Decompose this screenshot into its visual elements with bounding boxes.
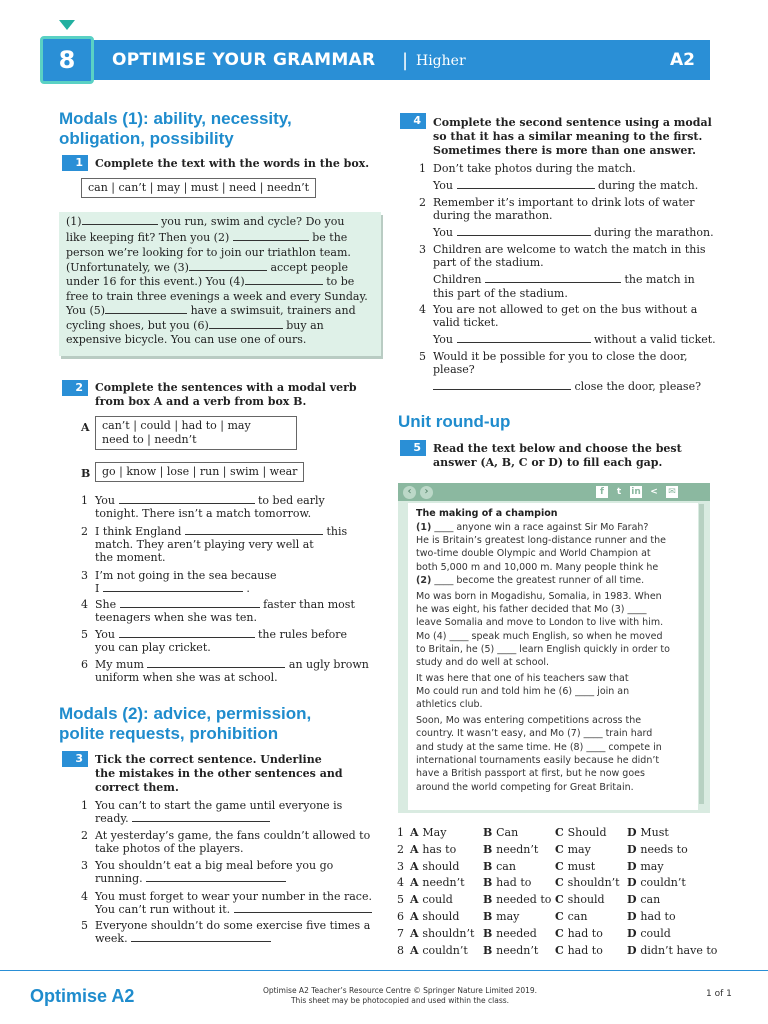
instruction-line: from box A and a verb from box B. xyxy=(95,395,307,408)
exercise-instruction: Complete the text with the words in the box. xyxy=(95,157,370,170)
answer-option-d[interactable] xyxy=(627,910,676,924)
answer-option-b[interactable] xyxy=(483,944,538,958)
option-text: may xyxy=(567,842,591,856)
option-letter: A xyxy=(410,893,423,907)
unit-marker-icon xyxy=(59,20,75,30)
article-line: Mo (4) ____ speak much English, so when he moved xyxy=(416,631,663,642)
answer-blank[interactable] xyxy=(131,932,271,942)
copyright-line: This sheet may be photocopied and used within the class. xyxy=(290,996,510,1005)
item-line: My mum an ugly brown xyxy=(95,658,369,671)
exercise-number: 5 xyxy=(400,440,426,456)
item-number: 3 xyxy=(81,859,88,872)
item-answer-line: Children the match in xyxy=(433,273,695,286)
item-line: Remember it’s important to drink lots of water xyxy=(433,196,695,209)
word-box-b: go | know | lose | run | swim | wear xyxy=(95,462,304,482)
answer-option-d[interactable] xyxy=(627,893,660,907)
option-letter: D xyxy=(627,926,641,940)
option-letter: B xyxy=(483,842,497,856)
box-label-b: B xyxy=(81,467,91,480)
option-letter: C xyxy=(555,943,568,957)
item-line: At yesterday’s game, the fans couldn’t allowed to xyxy=(95,829,371,842)
item-answer-line: You during the match. xyxy=(433,179,699,192)
item-line: You are not allowed to get on the bus without a xyxy=(433,303,698,316)
article-line: two-time double Olympic and World Champion at xyxy=(416,548,651,559)
article-line: around the world competing for Great Britain. xyxy=(416,782,634,793)
option-text: should xyxy=(422,910,460,923)
option-text: Must xyxy=(640,826,669,839)
answer-option-b[interactable] xyxy=(483,860,516,874)
option-letter: A xyxy=(410,826,423,839)
answer-option-d[interactable] xyxy=(627,860,664,874)
unit-number: 8 xyxy=(40,36,94,84)
option-text: had to xyxy=(567,943,603,957)
item-number: 5 xyxy=(419,350,426,363)
item-line: please? xyxy=(433,363,475,376)
item-line: valid ticket. xyxy=(433,316,499,329)
option-letter: C xyxy=(555,926,568,940)
item-number: 4 xyxy=(81,890,88,903)
item-line: I’m not going in the sea because xyxy=(95,569,277,582)
item-line: tonight. There isn’t a match tomorrow. xyxy=(95,507,312,520)
word-box-line: need to | needn’t xyxy=(102,433,197,446)
article-line: leave Somalia and move to London to live with him. xyxy=(416,617,664,628)
back-arrow-icon[interactable]: ‹ xyxy=(403,486,416,499)
answer-blank[interactable] xyxy=(457,333,591,343)
article-line: and study at the same time. He (8) ____ compete in xyxy=(416,742,662,753)
word-box-a xyxy=(95,416,297,450)
item-answer-line: You during the marathon. xyxy=(433,226,714,239)
item-line: Children are welcome to watch the match in this xyxy=(433,243,706,256)
answer-blank[interactable] xyxy=(132,812,270,822)
answer-option-a[interactable] xyxy=(410,843,456,857)
answer-blank[interactable] xyxy=(119,494,255,504)
option-text: Can xyxy=(496,826,519,839)
page-title: OPTIMISE YOUR GRAMMAR xyxy=(112,50,376,70)
text-line: (1) you run, swim and cycle? Do you xyxy=(66,215,345,228)
answer-option-b[interactable] xyxy=(483,843,538,857)
level-label: Higher xyxy=(416,53,466,69)
exercise-instruction xyxy=(95,381,357,409)
text-line: expensive bicycle. You can use one of ours. xyxy=(66,333,307,346)
instruction-line: Complete the sentences with a modal verb xyxy=(95,381,357,394)
answer-blank[interactable] xyxy=(103,582,243,592)
article-line: athletics club. xyxy=(416,699,483,710)
section-title-line: obligation, possibility xyxy=(59,129,234,148)
answer-option-d[interactable] xyxy=(627,876,686,890)
item-number: 3 xyxy=(419,243,426,256)
item-answer-line: close the door, please? xyxy=(433,380,701,394)
article-line: have a British passport at first, but he now goes xyxy=(416,768,645,779)
exercise-instruction xyxy=(95,753,343,795)
option-text: shouldn’t xyxy=(567,876,620,890)
answer-option-c[interactable] xyxy=(555,927,603,941)
item-line: you can play cricket. xyxy=(95,641,211,654)
footer-divider xyxy=(0,970,768,971)
section-title-modals-1 xyxy=(59,109,292,149)
option-letter: A xyxy=(410,926,423,940)
answer-option-c[interactable] xyxy=(555,893,605,907)
level-code: A2 xyxy=(670,50,695,70)
article-line: It was here that one of his teachers saw that xyxy=(416,673,629,684)
article-line: study and do well at school. xyxy=(416,657,550,668)
section-title-line: Modals (2): advice, permission, xyxy=(59,704,312,723)
option-text: needn’t xyxy=(496,943,539,957)
article-line: (1) ____ anyone win a race against Sir Mo Farah? xyxy=(416,522,649,533)
option-text: needs to xyxy=(640,842,688,856)
item-line: I . xyxy=(95,582,250,595)
article-line: both 5,000 m and 10,000 m. Many people think he xyxy=(416,562,659,573)
word-box: can | can’t | may | must | need | needn’t xyxy=(81,178,316,198)
answer-option-c[interactable] xyxy=(555,876,620,890)
item-number: 3 xyxy=(81,569,88,582)
answer-option-b[interactable] xyxy=(483,876,531,890)
article-line: international tournaments easily because he didn’t xyxy=(416,755,660,766)
option-letter: C xyxy=(555,910,568,923)
item-line: this part of the stadium. xyxy=(433,287,568,300)
option-text: could xyxy=(422,893,453,907)
option-letter: B xyxy=(483,893,497,907)
option-text: had to xyxy=(496,876,532,890)
answer-option-b[interactable] xyxy=(483,826,518,840)
option-text: has to xyxy=(422,842,457,856)
answer-blank[interactable] xyxy=(233,231,309,241)
option-text: needn’t xyxy=(496,842,539,856)
article-line: He is Britain’s greatest long-distance runner and the xyxy=(416,535,666,546)
option-letter: B xyxy=(483,926,497,940)
text-line: (Unfortunately, we (3) accept people xyxy=(66,261,349,274)
option-letter: D xyxy=(627,943,641,957)
option-letter: D xyxy=(627,876,641,890)
item-number: 4 xyxy=(81,598,88,611)
answer-option-b[interactable] xyxy=(483,927,537,941)
answer-blank[interactable] xyxy=(234,903,372,913)
article-line: Mo could run and told him he (6) ____ join an xyxy=(416,686,630,697)
option-letter: B xyxy=(483,826,497,839)
option-text: must xyxy=(567,859,596,873)
answer-option-c[interactable] xyxy=(555,843,591,857)
copyright-line: Optimise A2 Teacher’s Resource Centre © Springer Nature Limited 2019. xyxy=(262,986,538,995)
instruction-line: Sometimes there is more than one answer. xyxy=(433,144,696,157)
item-line: teenagers when she was ten. xyxy=(95,611,257,624)
option-text: should xyxy=(567,893,605,907)
item-line: ready. xyxy=(95,812,270,826)
option-text: needed to xyxy=(496,893,552,907)
section-title-modals-2 xyxy=(59,704,311,744)
option-letter: D xyxy=(627,826,641,839)
item-number: 5 xyxy=(81,919,88,932)
section-title-line: polite requests, prohibition xyxy=(59,724,279,743)
answer-option-d[interactable] xyxy=(627,927,671,941)
answer-option-c[interactable] xyxy=(555,910,587,924)
item-number: 5 xyxy=(81,628,88,641)
instruction-line: Tick the correct sentence. Underline xyxy=(95,753,322,766)
option-letter: C xyxy=(555,826,568,839)
answer-blank[interactable] xyxy=(457,226,591,236)
article-line: Soon, Mo was entering competitions across the xyxy=(416,715,642,726)
option-letter: C xyxy=(555,876,568,890)
option-text: had to xyxy=(640,910,676,923)
option-letter: C xyxy=(555,893,568,907)
answer-option-a[interactable] xyxy=(410,910,459,924)
option-text: needn’t xyxy=(422,876,465,890)
page-number: 1 of 1 xyxy=(706,989,732,999)
item-line: You to bed early xyxy=(95,494,325,507)
option-text: couldn’t xyxy=(422,943,468,957)
item-line: during the marathon. xyxy=(433,209,553,222)
answer-number: 1 xyxy=(397,826,404,839)
option-letter: C xyxy=(555,859,568,873)
article-line: Mo was born in Mogadishu, Somalia, in 1983. When xyxy=(416,591,662,602)
instruction-line: Complete the second sentence using a modal xyxy=(433,116,712,129)
answer-number: 4 xyxy=(397,876,404,890)
item-line: I think England this xyxy=(95,525,348,538)
option-text: didn’t have to xyxy=(640,943,718,957)
item-number: 1 xyxy=(81,494,88,507)
instruction-line: correct them. xyxy=(95,781,179,794)
option-text: Should xyxy=(567,826,607,839)
item-line: You shouldn’t eat a big meal before you go xyxy=(95,859,334,872)
item-number: 1 xyxy=(81,799,88,812)
item-line: You must forget to wear your number in the race. xyxy=(95,890,372,903)
answer-number: 6 xyxy=(397,910,404,923)
answer-option-d[interactable] xyxy=(627,944,717,958)
twitter-icon[interactable]: t xyxy=(616,487,622,497)
text-line: under 16 for this event.) You (4) to be xyxy=(66,275,355,288)
answer-blank[interactable] xyxy=(82,215,158,225)
option-text: couldn’t xyxy=(640,876,686,890)
text-note xyxy=(59,212,381,356)
footer-brand: Optimise A2 xyxy=(30,986,135,1006)
box-label-a: A xyxy=(81,421,90,434)
facebook-icon[interactable]: f xyxy=(596,486,608,498)
answer-blank[interactable] xyxy=(189,261,267,271)
option-text: should xyxy=(422,859,460,873)
option-letter: B xyxy=(483,876,497,890)
item-line: Don’t take photos during the match. xyxy=(433,162,636,175)
forward-arrow-icon[interactable]: › xyxy=(420,486,433,499)
instruction-line: answer (A, B, C or D) to fill each gap. xyxy=(433,456,663,469)
answer-option-a[interactable] xyxy=(410,826,446,840)
exercise-number: 3 xyxy=(62,751,88,767)
option-text: can xyxy=(567,910,588,923)
option-text: had to xyxy=(567,926,603,940)
answer-number: 3 xyxy=(397,859,404,873)
option-text: can xyxy=(496,859,516,873)
answer-option-a[interactable] xyxy=(410,876,465,890)
item-line: She faster than most xyxy=(95,598,355,611)
answer-option-a[interactable] xyxy=(410,944,468,958)
option-text: shouldn’t xyxy=(422,926,475,940)
answer-blank[interactable] xyxy=(457,179,595,189)
answer-blank[interactable] xyxy=(105,304,187,314)
item-line: You can’t run without it. xyxy=(95,903,372,917)
answer-blank[interactable] xyxy=(209,319,283,329)
article-line: he was eight, his father decided that Mo (3) ____ xyxy=(416,604,647,615)
option-letter: D xyxy=(627,842,641,856)
text-line: person we’re looking for to join our triathlon team. xyxy=(66,246,351,259)
option-letter: A xyxy=(410,876,423,890)
option-letter: B xyxy=(483,910,497,923)
answer-option-d[interactable] xyxy=(627,843,688,857)
answer-blank[interactable] xyxy=(119,628,255,638)
article-line: to Britain, he (5) ____ learn English quickly in order to xyxy=(416,644,670,655)
exercise-number: 2 xyxy=(62,380,88,396)
item-answer-line: You without a valid ticket. xyxy=(433,333,716,346)
answer-option-c[interactable] xyxy=(555,944,603,958)
option-letter: B xyxy=(483,859,497,873)
answer-option-b[interactable] xyxy=(483,910,519,924)
item-line: You the rules before xyxy=(95,628,348,641)
option-letter: A xyxy=(410,910,423,923)
item-line: You can’t to start the game until everyone is xyxy=(95,799,343,812)
item-line: match. They aren’t playing very well at xyxy=(95,538,314,551)
option-text: may xyxy=(640,859,664,873)
option-letter: C xyxy=(555,842,568,856)
article-line: (2) ____ become the greatest runner of all time. xyxy=(416,575,645,586)
answer-blank[interactable] xyxy=(120,598,260,608)
answer-number: 8 xyxy=(397,943,404,957)
item-line: take photos of the players. xyxy=(95,842,244,855)
answer-option-b[interactable] xyxy=(483,893,551,907)
exercise-number: 4 xyxy=(400,113,426,129)
answer-option-d[interactable] xyxy=(627,826,669,840)
text-line: You (5) have a swimsuit, trainers and xyxy=(66,304,356,317)
answer-option-a[interactable] xyxy=(410,893,453,907)
answer-blank[interactable] xyxy=(185,525,323,535)
item-number: 2 xyxy=(81,525,88,538)
item-number: 2 xyxy=(81,829,88,842)
article-toolbar xyxy=(398,483,710,501)
option-letter: D xyxy=(627,893,641,907)
option-text: could xyxy=(640,926,671,940)
instruction-line: so that it has a similar meaning to the first. xyxy=(433,130,703,143)
option-letter: D xyxy=(627,859,641,873)
item-line: Would it be possible for you to close the door, xyxy=(433,350,688,363)
answer-option-a[interactable] xyxy=(410,927,474,941)
article-scrollbar[interactable] xyxy=(699,504,704,804)
answer-number: 2 xyxy=(397,842,404,856)
answer-number: 5 xyxy=(397,893,404,907)
word-box-line: can’t | could | had to | may xyxy=(102,419,251,432)
instruction-line: the mistakes in the other sentences and xyxy=(95,767,343,780)
option-letter: A xyxy=(410,859,423,873)
text-line: like keeping fit? Then you (2) be the xyxy=(66,231,348,244)
answer-blank[interactable] xyxy=(245,275,323,285)
item-line: uniform when she was at school. xyxy=(95,671,278,684)
section-title-round-up: Unit round-up xyxy=(398,412,511,431)
text-line: free to train three evenings a week and every Sunday. xyxy=(66,290,368,303)
item-number: 6 xyxy=(81,658,88,671)
exercise-instruction xyxy=(433,442,682,470)
item-line: Everyone shouldn’t do some exercise five times a xyxy=(95,919,371,932)
answer-blank[interactable] xyxy=(146,872,286,882)
answer-blank[interactable] xyxy=(485,273,621,283)
footer-copyright xyxy=(240,986,560,1006)
answer-number: 7 xyxy=(397,926,404,940)
option-text: may xyxy=(496,910,520,923)
answer-blank[interactable] xyxy=(433,380,571,390)
answer-option-a[interactable] xyxy=(410,860,459,874)
item-number: 4 xyxy=(419,303,426,316)
item-line: running. xyxy=(95,872,286,886)
exercise-instruction xyxy=(433,116,712,158)
answer-option-c[interactable] xyxy=(555,860,595,874)
article-title: The making of a champion xyxy=(416,508,558,519)
answer-option-c[interactable] xyxy=(555,826,606,840)
item-line: the moment. xyxy=(95,551,166,564)
item-number: 1 xyxy=(419,162,426,175)
article-line: country. It wasn’t easy, and Mo (7) ____ train hard xyxy=(416,728,653,739)
option-letter: A xyxy=(410,943,423,957)
option-text: May xyxy=(422,826,447,839)
option-text: can xyxy=(640,893,661,907)
title-separator: | xyxy=(402,50,409,71)
linkedin-icon[interactable]: in xyxy=(631,487,641,497)
item-line: part of the stadium. xyxy=(433,256,544,269)
option-letter: A xyxy=(410,842,423,856)
instruction-line: Read the text below and choose the best xyxy=(433,442,682,455)
email-icon[interactable]: ✉ xyxy=(666,486,678,498)
answer-blank[interactable] xyxy=(147,658,285,668)
option-text: needed xyxy=(496,926,537,940)
item-line: week. xyxy=(95,932,271,946)
item-number: 2 xyxy=(419,196,426,209)
option-letter: D xyxy=(627,910,641,923)
section-title-line: Modals (1): ability, necessity, xyxy=(59,109,292,128)
text-line: cycling shoes, but you (6) buy an xyxy=(66,319,324,332)
exercise-number: 1 xyxy=(62,155,88,171)
share-icon[interactable]: < xyxy=(650,487,658,497)
option-letter: B xyxy=(483,943,497,957)
